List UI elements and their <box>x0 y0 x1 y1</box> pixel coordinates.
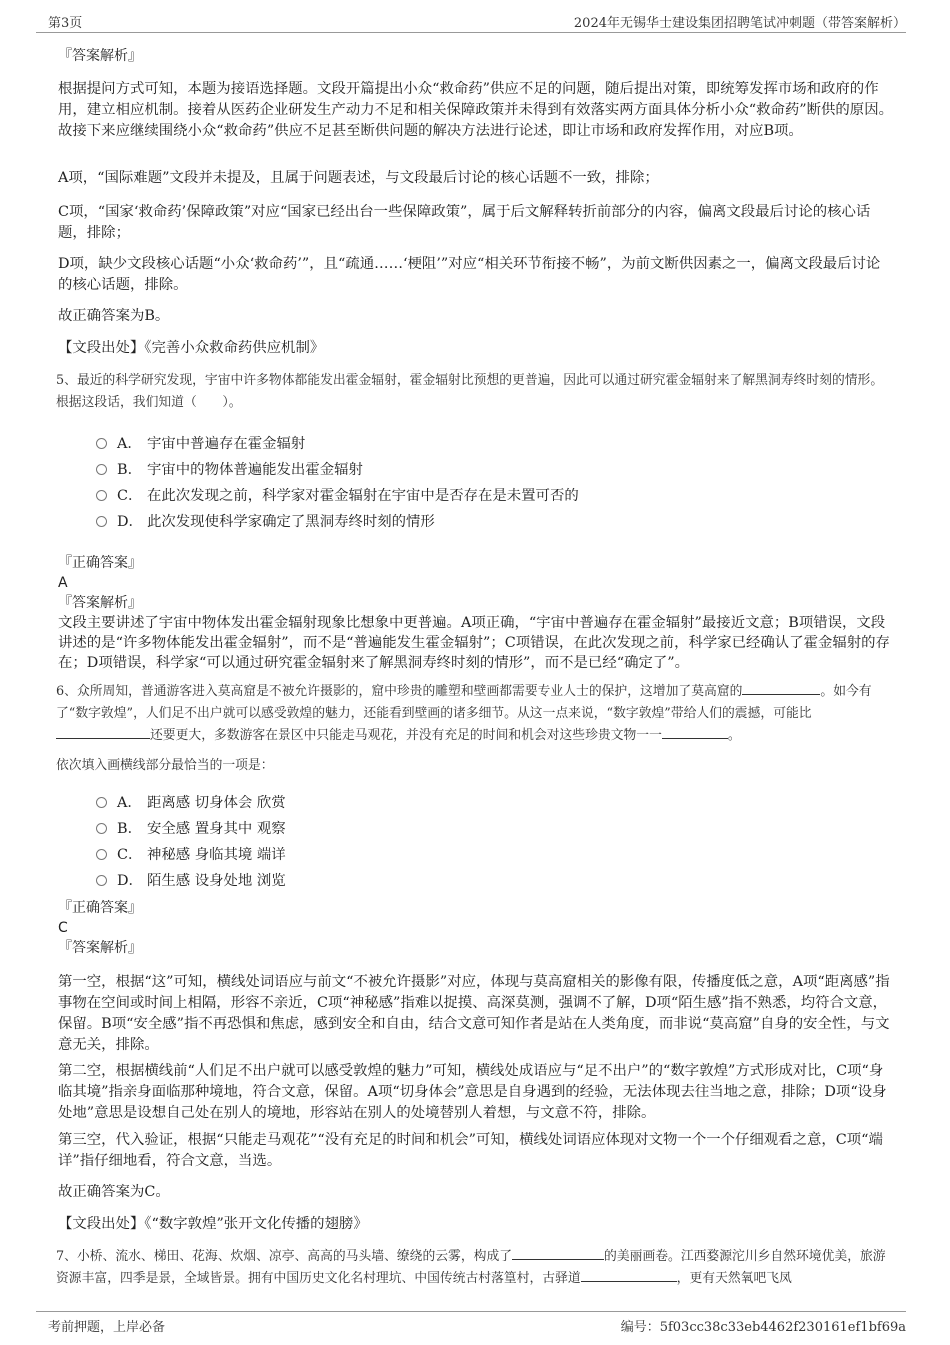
q6-answer-block <box>58 898 894 958</box>
option-text: 宇宙中的物体普遍能发出霍金辐射 <box>147 462 363 478</box>
q5-stem: 5、最近的科学研究发现，宇宙中许多物体都能发出霍金辐射，霍金辐射比预想的更普遍，因此可以通过研究霍金辐射来了解黑洞寿终时刻的情形。 <box>56 373 884 388</box>
q6-answer: C <box>58 920 68 936</box>
q5-prompt: 根据这段话，我们知道（ ）。 <box>56 395 242 410</box>
q6-prompt-block <box>56 755 892 777</box>
document-code: 编号：5f03cc38c33eb4462f230161ef1bf69a <box>620 1320 906 1335</box>
q6-conclusion-block <box>58 1182 894 1203</box>
q5-answer: A <box>58 575 68 591</box>
q6-blank-1[interactable] <box>742 682 820 695</box>
q6-stem-part-3: 还要更大，多数游客在景区中只能走马观花，并没有充足的时间和机会对这些珍贵文物一一 <box>150 728 662 743</box>
q7-blank-2[interactable] <box>581 1269 677 1282</box>
q6-analysis-3-block <box>58 1130 894 1172</box>
q6-blank-3[interactable] <box>662 726 728 739</box>
option-text: 安全感 置身其中 观察 <box>147 821 286 837</box>
q7-stem <box>56 1246 898 1290</box>
page-footer <box>36 1311 906 1336</box>
option-key: B． <box>117 462 142 478</box>
option-text: 陌生感 设身处地 浏览 <box>147 873 286 889</box>
page-number: 第3页 <box>48 16 83 31</box>
q6-option-a[interactable] <box>96 792 286 814</box>
option-key: D． <box>117 514 143 530</box>
q4-conclusion-block <box>58 306 894 327</box>
radio-icon[interactable] <box>96 823 107 834</box>
q6-option-c[interactable] <box>96 844 286 866</box>
option-key: A． <box>117 436 142 452</box>
q6-analysis-tag: 『答案解析』 <box>58 940 142 956</box>
q4-analysis-tag-block <box>58 46 894 66</box>
q5-option-b[interactable] <box>96 459 363 481</box>
q5-analysis: 文段主要讲述了宇宙中物体发出霍金辐射现象比想象中更普遍。A项正确，“宇宙中普遍存在霍金辐射”最接近文意；B项错误，文段讲述的是“许多物体能发出霍金辐射”，而不是“普遍能发生霍金辐射”；C项错误，在此次发现之前，科学家已经确认了霍金辐射的存在；D项错误，科学家“可以通过研究霍金辐射来了解黑洞寿终时刻的情形”，而不是已经“确定了”。 <box>58 615 890 671</box>
q7-stem-part-1: 7、小桥、流水、梯田、花海、炊烟、凉亭、高高的马头墙、缭绕的云雾，构成了 <box>56 1249 513 1264</box>
q4-analysis-paragraph: 根据提问方式可知，本题为接语选择题。文段开篇提出小众“救命药”供应不足的问题，随后提出对策，即统筹发挥市场和政府的作用，建立相应机制。接着从医药企业研发生产动力不足和相关保障政策并未得到有效落实两方面具体分析小众“救命药”断供的原因。故接下来应继续围绕小众“救命药”供应不足甚至断供问题的解决方法进行论述，即让市场和政府发挥作用，对应B项。 <box>58 81 893 139</box>
q5-stem-block <box>56 370 898 414</box>
q6-option-d[interactable] <box>96 870 286 892</box>
radio-icon[interactable] <box>96 464 107 475</box>
q6-stem-part-2: 。如今有了“数字敦煌”，人们足不出户就可以感受敦煌的魅力，还能看到壁画的诸多细节。从这一点来说，“数字敦煌”带给人们的震撼，可能比 <box>56 684 872 721</box>
option-key: D． <box>117 873 143 889</box>
q6-stem-part-4: 。 <box>727 728 741 743</box>
q4-source: 【文段出处】《完善小众救命药供应机制》 <box>58 340 325 356</box>
q6-source: 【文段出处】《“数字敦煌”张开文化传播的翅膀》 <box>58 1216 368 1232</box>
q6-source-block <box>58 1214 894 1235</box>
page-header <box>36 10 906 33</box>
q6-analysis-2: 第二空，根据横线前“人们足不出户就可以感受敦煌的魅力”可知，横线处成语应与“足不出户”的“数字敦煌”方式形成对比，C项“身临其境”指亲身面临那种境地，符合文意，保留。A项“切身体会”意思是自身遇到的经验，无法体现去往当地之意，排除；D项“设身处地”意思是设想自己处在别人的境地，形容站在别人的处境替别人着想，与文意不符，排除。 <box>58 1063 887 1121</box>
q6-stem-part-1: 6、众所周知，普通游客进入莫高窟是不被允许摄影的，窟中珍贵的雕塑和壁画都需要专业人士的保护，这增加了莫高窟的 <box>56 684 743 699</box>
radio-icon[interactable] <box>96 849 107 860</box>
q6-conclusion: 故正确答案为C。 <box>58 1184 170 1200</box>
q6-analysis-2-block <box>58 1061 894 1124</box>
q5-answer-block <box>58 553 894 673</box>
option-text: 神秘感 身临其境 端详 <box>147 847 286 863</box>
q4-conclusion: 故正确答案为B。 <box>58 308 170 324</box>
q4-analysis-option-c: C项，“国家‘救命药’保障政策”对应“国家已经出台一些保障政策”，属于后文解释转折前部分的内容，偏离文段最后讨论的核心话题，排除； <box>58 204 871 241</box>
option-text: 距离感 切身体会 欣赏 <box>147 795 286 811</box>
q4-source-block <box>58 338 894 359</box>
option-key: A． <box>117 795 142 811</box>
q7-blank-1[interactable] <box>512 1247 604 1260</box>
q4-analysis-option-d: D项，缺少文段核心话题“小众‘救命药’”，且“疏通……‘梗阻’”对应“相关环节衔接不畅”，为前文断供因素之一，偏离文段最后讨论的核心话题，排除。 <box>58 256 881 293</box>
q7-stem-part-2: 的美丽画卷。江西婺源沱川乡自然环境优美，旅游资源丰富，四季是景，全域皆景。拥有中国历史文化名村理坑、中国传统古村落篁村，古驿道 <box>56 1249 886 1286</box>
radio-icon[interactable] <box>96 516 107 527</box>
q4-analysis-d-block <box>58 254 894 296</box>
q5-option-d[interactable] <box>96 511 435 533</box>
q4-analysis-a-block <box>58 168 894 189</box>
q7-stem-block <box>56 1246 898 1290</box>
q5-analysis-tag: 『答案解析』 <box>58 595 142 611</box>
option-text: 此次发现使科学家确定了黑洞寿终时刻的情形 <box>147 514 435 530</box>
q6-analysis-1: 第一空，根据“这”可知，横线处词语应与前文“不被允许摄影”对应，体现与莫高窟相关的影像有限，传播度低之意，A项“距离感”指事物在空间或时间上相隔，形容不亲近，C项“神秘感”指难以捉摸、高深莫测，强调不了解，D项“陌生感”指不熟悉，均符合文意，保留。B项“安全感”指不再恐惧和焦虑，感到安全和自由，结合文意可知作者是站在人类角度，而非说“莫高窟”自身的安全性，与文意无关，排除。 <box>58 974 890 1053</box>
q6-answer-tag: 『正确答案』 <box>58 900 142 916</box>
q6-prompt: 依次填入画横线部分最恰当的一项是： <box>56 758 274 773</box>
q5-answer-tag: 『正确答案』 <box>58 555 142 571</box>
radio-icon[interactable] <box>96 438 107 449</box>
footer-motto: 考前押题，上岸必备 <box>48 1320 166 1335</box>
option-key: B． <box>117 821 142 837</box>
option-text: 宇宙中普遍存在霍金辐射 <box>147 436 306 452</box>
q4-analysis-c-block <box>58 202 894 244</box>
q6-analysis-1-block <box>58 972 894 1056</box>
q4-analysis-block <box>58 79 894 142</box>
q4-analysis-tag: 『答案解析』 <box>58 48 142 64</box>
option-key: C． <box>117 847 143 863</box>
option-key: C． <box>117 488 143 504</box>
radio-icon[interactable] <box>96 797 107 808</box>
q5-option-a[interactable] <box>96 433 305 455</box>
q6-option-b[interactable] <box>96 818 286 840</box>
document-title: 2024年无锡华士建设集团招聘笔试冲刺题（带答案解析） <box>573 16 906 31</box>
q7-stem-part-3: ，更有天然氧吧飞凤 <box>676 1271 792 1286</box>
q6-blank-2[interactable] <box>56 726 150 739</box>
q4-analysis-option-a: A项，“国际难题”文段并未提及，且属于问题表述，与文段最后讨论的核心话题不一致，排除； <box>58 170 659 186</box>
q5-option-c[interactable] <box>96 485 579 507</box>
q6-analysis-3: 第三空，代入验证，根据“只能走马观花”“没有充足的时间和机会”可知，横线处词语应体现对文物一个一个仔细观看之意，C项“端详”指仔细地看，符合文意，当选。 <box>58 1132 883 1169</box>
option-text: 在此次发现之前，科学家对霍金辐射在宇宙中是否存在是未置可否的 <box>147 488 579 504</box>
radio-icon[interactable] <box>96 490 107 501</box>
radio-icon[interactable] <box>96 875 107 886</box>
q6-stem <box>56 681 898 747</box>
q6-stem-block <box>56 681 898 747</box>
